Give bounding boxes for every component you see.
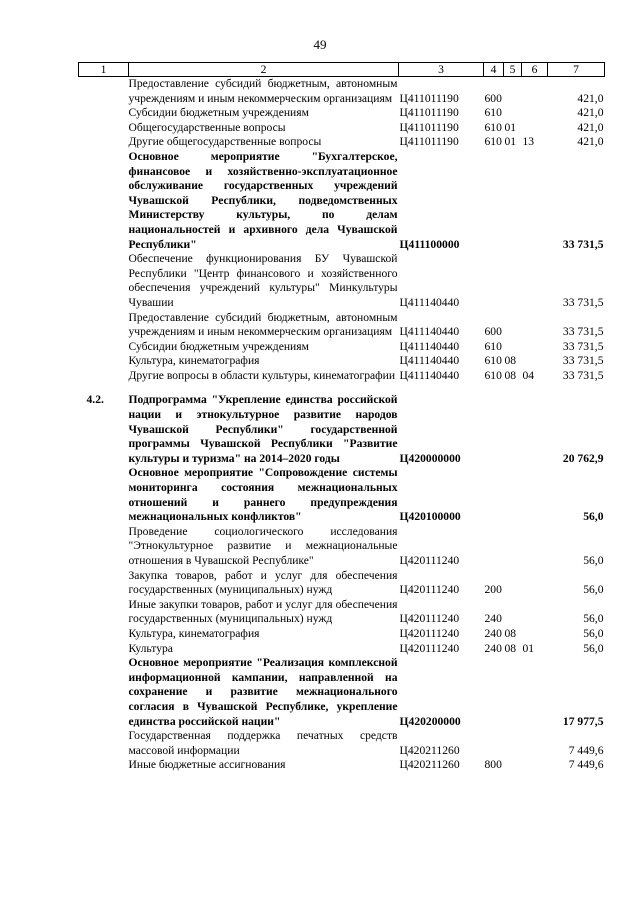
target-code-cell: Ц420111240 bbox=[399, 641, 460, 655]
item-name-cell: Подпрограмма "Укрепление единства российской нации и этнокультурное развитие народов Чувашской Республики" государственной программы Чувашской Республики "Развитие культуры и туризма" на 2014–2020 годы bbox=[128, 393, 398, 465]
subsection-code-cell bbox=[522, 150, 548, 252]
table-row bbox=[79, 135, 605, 150]
target-code-cell: Ц420000000 bbox=[399, 451, 461, 465]
target-code-cell: Ц411140440 bbox=[399, 295, 460, 309]
amount-cell: 56,0 bbox=[583, 626, 604, 640]
amount-cell: 56,0 bbox=[583, 554, 604, 567]
header-cell: 4 bbox=[484, 63, 504, 77]
section-code-cell bbox=[504, 466, 522, 524]
expense-type-cell: 610 bbox=[484, 368, 502, 382]
amount-cell: 421,0 bbox=[577, 120, 604, 134]
item-name-cell: Обеспечение функционирования БУ Чувашской Республики "Центр финансового и хозяйственного обеспечения учреждений культуры" Минкультуры Чувашии bbox=[128, 252, 398, 309]
expense-type-cell bbox=[484, 150, 504, 252]
section-number-cell bbox=[79, 77, 129, 107]
table-row bbox=[79, 383, 605, 393]
table-row bbox=[79, 150, 605, 252]
table-row bbox=[79, 656, 605, 729]
section-code-cell: 01 bbox=[504, 120, 517, 134]
page-number: 49 bbox=[313, 37, 327, 52]
item-name-cell: Иные бюджетные ассигнования bbox=[128, 758, 286, 772]
section-number-cell bbox=[79, 106, 129, 121]
section-code-cell bbox=[504, 106, 522, 121]
section-code-cell: 01 bbox=[504, 135, 517, 149]
table-row bbox=[79, 354, 605, 369]
table-row bbox=[79, 627, 605, 642]
amount-cell: 20 762,9 bbox=[562, 451, 604, 465]
subsection-code-cell bbox=[522, 598, 548, 627]
header-cell: 6 bbox=[522, 63, 548, 77]
subsection-code-cell bbox=[522, 656, 548, 729]
section-code-cell bbox=[504, 598, 522, 627]
amount-cell: 33 731,5 bbox=[562, 339, 604, 353]
table-row bbox=[79, 311, 605, 340]
section-code-cell bbox=[504, 150, 522, 252]
expense-type-cell: 200 bbox=[484, 583, 502, 597]
table-row bbox=[79, 729, 605, 758]
target-code-cell: Ц411011190 bbox=[399, 106, 459, 120]
expense-type-cell bbox=[484, 252, 504, 310]
section-number-cell bbox=[79, 354, 129, 369]
expense-type-cell: 600 bbox=[484, 91, 502, 105]
item-name-cell: Основное мероприятие "Сопровождение системы мониторинга состояния межнациональных отношений и раннего предупреждения межнациональных конфликтов" bbox=[128, 466, 398, 524]
table-row bbox=[79, 106, 605, 121]
section-number-cell bbox=[79, 369, 129, 384]
section-number-cell bbox=[79, 150, 129, 252]
expense-type-cell: 610 bbox=[484, 120, 502, 134]
target-code-cell: Ц411140440 bbox=[399, 339, 460, 353]
section-number-cell bbox=[79, 252, 129, 310]
expense-type-cell: 240 bbox=[484, 612, 502, 626]
item-name-cell: Культура, кинематография bbox=[128, 626, 260, 640]
section-code-cell bbox=[504, 729, 522, 758]
section-code-cell bbox=[504, 656, 522, 729]
subsection-code-cell bbox=[522, 340, 548, 355]
expense-type-cell bbox=[484, 525, 504, 569]
target-code-cell: Ц411140440 bbox=[399, 368, 460, 382]
section-number-cell bbox=[79, 656, 129, 729]
amount-cell: 56,0 bbox=[583, 641, 604, 655]
table-row bbox=[79, 252, 605, 310]
amount-cell: 56,0 bbox=[583, 583, 604, 597]
table-row bbox=[79, 569, 605, 598]
subsection-code-cell bbox=[522, 106, 548, 121]
expense-type-cell bbox=[484, 466, 504, 524]
subsection-code-cell bbox=[522, 354, 548, 369]
section-code-cell: 08 bbox=[504, 641, 517, 655]
section-number-cell: 4.2. bbox=[86, 393, 104, 407]
section-code-cell bbox=[504, 340, 522, 355]
expense-type-cell: 610 bbox=[484, 339, 502, 353]
expense-type-cell: 240 bbox=[484, 641, 502, 655]
section-number-cell bbox=[79, 729, 129, 758]
header-cell: 1 bbox=[79, 63, 129, 77]
subsection-code-cell bbox=[522, 311, 548, 340]
section-code-cell: 08 bbox=[504, 368, 517, 382]
item-name-cell: Основное мероприятие "Реализация комплексной информационной кампании, направленной на сохранение и развитие межнационального согласия в Чувашской Республике, укрепление единства российской нации" bbox=[128, 656, 398, 728]
subsection-code-cell bbox=[522, 252, 548, 310]
subsection-code-cell bbox=[522, 525, 548, 569]
header-cell: 7 bbox=[548, 63, 605, 77]
table-row bbox=[79, 642, 605, 657]
target-code-cell: Ц420211260 bbox=[399, 758, 460, 772]
subsection-code-cell bbox=[522, 121, 548, 136]
section-code-cell bbox=[504, 311, 522, 340]
expense-type-cell: 600 bbox=[484, 325, 502, 339]
item-name-cell: Предоставление субсидий бюджетным, автономным учреждениям и иным некоммерческим организациям bbox=[128, 310, 398, 339]
section-number-cell bbox=[79, 135, 129, 150]
table-row bbox=[79, 369, 605, 384]
section-number-cell bbox=[79, 598, 129, 627]
section-number-cell bbox=[79, 466, 129, 524]
amount-cell: 33 731,5 bbox=[562, 295, 604, 309]
section-code-cell bbox=[504, 393, 522, 466]
amount-cell: 33 731,5 bbox=[562, 237, 604, 251]
section-code-cell bbox=[504, 758, 522, 773]
section-code-cell bbox=[504, 525, 522, 569]
target-code-cell: Ц420200000 bbox=[399, 714, 461, 728]
subsection-code-cell: 04 bbox=[522, 368, 535, 382]
target-code-cell: Ц420111240 bbox=[399, 583, 460, 597]
item-name-cell: Проведение социологического исследования "Этнокультурное развитие и межнациональные отношения в Чувашской Республике" bbox=[128, 524, 398, 567]
target-code-cell: Ц411011190 bbox=[399, 120, 459, 134]
subsection-code-cell bbox=[522, 77, 548, 107]
amount-cell: 421,0 bbox=[577, 91, 604, 105]
item-name-cell: Государственная поддержка печатных средств массовой информации bbox=[128, 729, 398, 757]
item-name-cell: Субсидии бюджетным учреждениям bbox=[128, 339, 309, 353]
table-row bbox=[79, 340, 605, 355]
table-row bbox=[79, 758, 605, 773]
item-name-cell: Культура, кинематография bbox=[128, 354, 260, 368]
expense-type-cell bbox=[484, 729, 504, 758]
row-spacer bbox=[79, 383, 605, 393]
amount-cell: 17 977,5 bbox=[562, 714, 604, 728]
amount-cell: 7 449,6 bbox=[568, 743, 604, 757]
header-cell: 5 bbox=[504, 63, 522, 77]
expense-type-cell: 800 bbox=[484, 758, 502, 772]
amount-cell: 33 731,5 bbox=[562, 368, 604, 382]
item-name-cell: Основное мероприятие "Бухгалтерское, финансовое и хозяйственно-эксплуатационное обслуживание государственных учреждений Чувашской Республики, подведомственных Министерству культуры, по делам национальностей и архивного дела Чувашской Республики" bbox=[128, 149, 398, 251]
item-name-cell: Общегосударственные вопросы bbox=[128, 120, 286, 134]
table-row bbox=[79, 393, 605, 466]
target-code-cell: Ц420111240 bbox=[399, 554, 460, 567]
table-row bbox=[79, 525, 605, 569]
budget-table bbox=[78, 62, 605, 773]
subsection-code-cell bbox=[522, 758, 548, 773]
subsection-code-cell: 13 bbox=[522, 135, 535, 149]
item-name-cell: Культура bbox=[128, 641, 173, 655]
section-number-cell bbox=[79, 525, 129, 569]
target-code-cell: Ц411011190 bbox=[399, 91, 459, 105]
target-code-cell: Ц411140440 bbox=[399, 325, 460, 339]
expense-type-cell bbox=[484, 393, 504, 466]
target-code-cell: Ц420111240 bbox=[399, 626, 460, 640]
expense-type-cell: 240 bbox=[484, 626, 502, 640]
header-cell: 2 bbox=[129, 63, 399, 77]
section-number-cell bbox=[79, 121, 129, 136]
amount-cell: 421,0 bbox=[577, 106, 604, 120]
section-number-cell bbox=[79, 311, 129, 340]
subsection-code-cell: 01 bbox=[522, 641, 535, 655]
table-row bbox=[79, 466, 605, 524]
table-row bbox=[79, 121, 605, 136]
table-header-row bbox=[79, 63, 605, 77]
table-row bbox=[79, 598, 605, 627]
item-name-cell: Другие общегосударственные вопросы bbox=[128, 135, 322, 149]
subsection-code-cell bbox=[522, 393, 548, 466]
section-number-cell bbox=[79, 340, 129, 355]
section-code-cell bbox=[504, 77, 522, 107]
subsection-code-cell bbox=[522, 627, 548, 642]
section-code-cell bbox=[504, 569, 522, 598]
amount-cell: 33 731,5 bbox=[562, 325, 604, 339]
target-code-cell: Ц411100000 bbox=[399, 237, 460, 251]
item-name-cell: Предоставление субсидий бюджетным, автономным учреждениям и иным некоммерческим организациям bbox=[128, 77, 398, 105]
target-code-cell: Ц420211260 bbox=[399, 743, 460, 757]
item-name-cell: Закупка товаров, работ и услуг для обеспечения государственных (муниципальных) нужд bbox=[128, 568, 398, 597]
section-number-cell bbox=[79, 642, 129, 657]
item-name-cell: Субсидии бюджетным учреждениям bbox=[128, 106, 309, 120]
section-code-cell: 08 bbox=[504, 354, 517, 368]
section-code-cell bbox=[504, 252, 522, 310]
target-code-cell: Ц411140440 bbox=[399, 354, 460, 368]
amount-cell: 56,0 bbox=[583, 612, 604, 626]
section-number-cell bbox=[79, 758, 129, 773]
section-number-cell bbox=[79, 569, 129, 598]
expense-type-cell bbox=[484, 656, 504, 729]
expense-type-cell: 610 bbox=[484, 135, 502, 149]
amount-cell: 421,0 bbox=[577, 135, 604, 149]
expense-type-cell: 610 bbox=[484, 354, 502, 368]
subsection-code-cell bbox=[522, 466, 548, 524]
amount-cell: 7 449,6 bbox=[568, 758, 604, 772]
table-body bbox=[79, 77, 605, 773]
section-number-cell bbox=[79, 627, 129, 642]
target-code-cell: Ц411011190 bbox=[399, 135, 459, 149]
target-code-cell: Ц420111240 bbox=[399, 612, 460, 626]
amount-cell: 56,0 bbox=[583, 510, 604, 524]
header-cell: 3 bbox=[399, 63, 484, 77]
expense-type-cell: 610 bbox=[484, 106, 502, 120]
target-code-cell: Ц420100000 bbox=[399, 510, 461, 524]
subsection-code-cell bbox=[522, 569, 548, 598]
subsection-code-cell bbox=[522, 729, 548, 758]
item-name-cell: Иные закупки товаров, работ и услуг для обеспечения государственных (муниципальных) нужд bbox=[128, 597, 398, 626]
amount-cell: 33 731,5 bbox=[562, 354, 604, 368]
section-code-cell: 08 bbox=[504, 626, 517, 640]
item-name-cell: Другие вопросы в области культуры, кинематографии bbox=[128, 368, 396, 382]
table-row bbox=[79, 77, 605, 107]
